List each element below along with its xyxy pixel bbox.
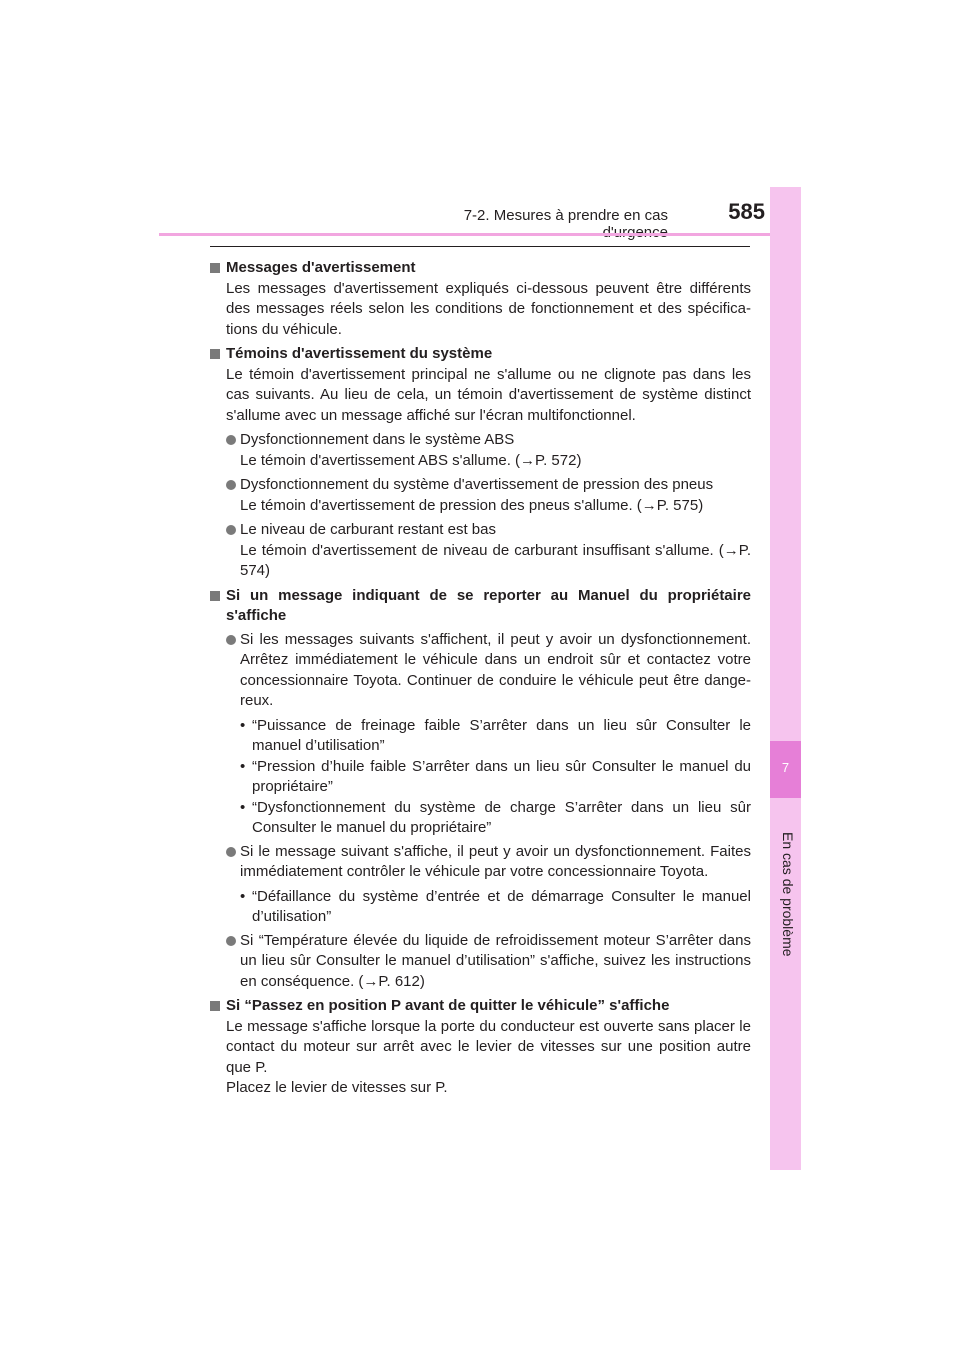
sub-list-item: • “Pression d’huile faible S’arrêter dans un lieu sûr Consulter le manuel du propriétaire” — [240, 757, 751, 795]
section-body: Placez le levier de vitesses sur P. — [226, 1079, 448, 1096]
circle-bullet-icon — [226, 635, 236, 645]
section-body: Le témoin d'avertissement principal ne s'allume ou ne clignote pas dans les cas suivants. Au lieu de cela, un témoin d'avertissement de système distinct s'allume avec un message affiché sur l'écran multifonctionnel. — [226, 365, 751, 424]
square-bullet-icon — [210, 591, 220, 601]
list-item: Si “Température élevée du liquide de refroidissement moteur S’arrêter dans un lieu sûr Consulter le manuel d’utilisation” s'affiche, suivez les instructions en conséquence. (→P. 612) — [210, 931, 751, 993]
header-rule — [159, 233, 800, 236]
circle-bullet-icon — [226, 525, 236, 535]
chapter-label: En cas de problème — [780, 832, 796, 957]
chapter-tab-strip — [770, 187, 801, 1170]
circle-bullet-icon — [226, 936, 236, 946]
square-bullet-icon — [210, 1001, 220, 1011]
header-section-title: 7-2. Mesures à prendre en cas — [463, 207, 668, 224]
page-content — [210, 258, 751, 1099]
square-bullet-icon — [210, 349, 220, 359]
list-item: Si les messages suivants s'affichent, il peut y avoir un dysfonctionnement. Arrêtez immédiatement le véhicule dans un endroit sûr et contactez votre concessionnaire Toyota. Continuer de conduire le véhicule peut être dange-reux. — [210, 630, 751, 712]
square-bullet-icon — [210, 263, 220, 273]
list-item: Le niveau de carburant restant est bas Le témoin d'avertissement de niveau de carburant insuffisant s'allume. (→P. 574) — [210, 520, 751, 582]
chapter-number: 7 — [781, 760, 790, 775]
list-item: Dysfonctionnement dans le système ABS Le témoin d'avertissement ABS s'allume. (→P. 572) — [210, 430, 751, 471]
section-heading: Messages d'avertissement — [210, 258, 751, 279]
section-body: Le message s'affiche lorsque la porte du conducteur est ouverte sans placer le contact du moteur sur arrêt avec le levier de vitesses sur une position autre que P. — [226, 1017, 751, 1076]
section-heading: Si un message indiquant de se reporter au Manuel du propriétaire s'affiche — [210, 586, 751, 627]
sub-list-item: • “Défaillance du système d’entrée et de démarrage Consulter le manuel d’utilisation” — [240, 887, 751, 925]
section-body: Les messages d'avertissement expliqués ci-dessous peuvent être différents des messages réels selon les conditions de fonctionnement et des spécifica-tions du véhicule. — [226, 279, 751, 338]
page-number: 585 — [728, 199, 765, 224]
circle-bullet-icon — [226, 847, 236, 857]
list-item: Si le message suivant s'affiche, il peut y avoir un dysfonctionnement. Faites immédiatement contrôler le véhicule par votre concessionnaire Toyota. — [210, 842, 751, 883]
section-heading: Témoins d'avertissement du système — [210, 344, 751, 365]
sub-list-item: • “Puissance de freinage faible S’arrêter dans un lieu sûr Consulter le manuel d’utilisation” — [240, 716, 751, 754]
content-top-rule — [210, 246, 750, 247]
section-heading: Si “Passez en position P avant de quitter le véhicule” s'affiche — [210, 996, 751, 1017]
list-item: Dysfonctionnement du système d'avertissement de pression des pneus Le témoin d'avertissement de pression des pneus s'allume. (→P. 575) — [210, 475, 751, 516]
sub-list-item: • “Dysfonctionnement du système de charge S’arrêter dans un lieu sûr Consulter le manuel du propriétaire” — [240, 798, 751, 836]
circle-bullet-icon — [226, 480, 236, 490]
circle-bullet-icon — [226, 435, 236, 445]
